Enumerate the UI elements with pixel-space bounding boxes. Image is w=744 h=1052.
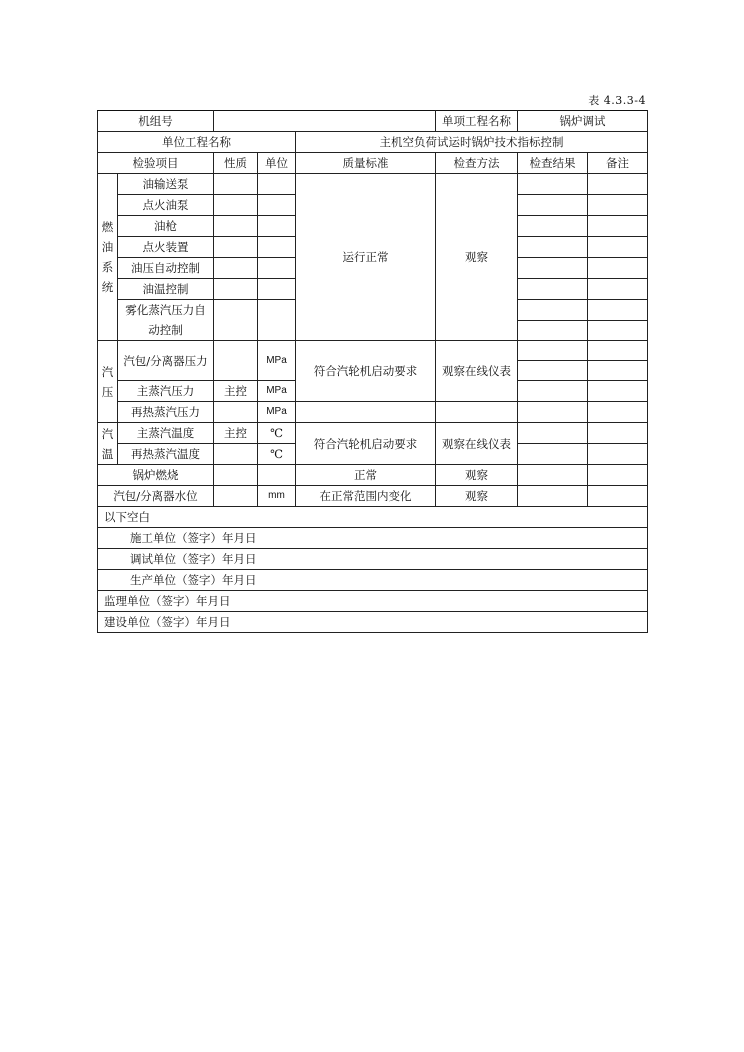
unit-cell[interactable] [258, 216, 296, 237]
unit-no-value[interactable] [214, 111, 436, 132]
fuel-item: 点火油泵 [118, 195, 214, 216]
unit-project-label: 单位工程名称 [98, 132, 296, 153]
fuel-group-label: 燃 油 系 统 [98, 174, 118, 341]
method-cell [436, 402, 518, 423]
boiler-combustion-row [98, 465, 648, 486]
unit-cell: ℃ [258, 423, 296, 444]
remark-cell[interactable] [588, 300, 648, 321]
remark-cell[interactable] [588, 381, 648, 402]
signature-row-production [98, 570, 648, 591]
unit-cell: ℃ [258, 444, 296, 465]
remark-cell[interactable] [588, 195, 648, 216]
header-row-unit [98, 111, 648, 132]
nature-cell[interactable] [214, 465, 258, 486]
result-cell[interactable] [518, 320, 588, 341]
nature-cell [214, 341, 258, 381]
nature-cell: 主控 [214, 381, 258, 402]
signature-row-commissioning [98, 549, 648, 570]
signature-supervision[interactable]: 监理单位（签字）年月日 [98, 591, 648, 612]
column-header-row [98, 153, 648, 174]
fuel-item: 油温控制 [118, 279, 214, 300]
remark-cell[interactable] [588, 174, 648, 195]
result-cell[interactable] [518, 486, 588, 507]
fuel-row-1 [98, 174, 648, 195]
result-cell[interactable] [518, 341, 588, 361]
result-cell[interactable] [518, 402, 588, 423]
unit-cell[interactable] [258, 237, 296, 258]
remark-cell[interactable] [588, 258, 648, 279]
nature-cell[interactable] [214, 216, 258, 237]
remark-cell[interactable] [588, 402, 648, 423]
nature-cell [214, 444, 258, 465]
unit-cell[interactable] [258, 300, 296, 341]
result-cell[interactable] [518, 237, 588, 258]
result-cell[interactable] [518, 465, 588, 486]
fuel-item: 油枪 [118, 216, 214, 237]
fuel-item: 雾化蒸汽压力自动控制 [118, 300, 214, 341]
boiler-combustion-standard: 正常 [296, 465, 436, 486]
fuel-item: 油压自动控制 [118, 258, 214, 279]
signature-construction[interactable]: 施工单位（签字）年月日 [98, 528, 648, 549]
pressure-item: 再热蒸汽压力 [118, 402, 214, 423]
fuel-method: 观察 [436, 174, 518, 341]
signature-owner[interactable]: 建设单位（签字）年月日 [98, 612, 648, 633]
result-cell[interactable] [518, 444, 588, 465]
blank-note-row [98, 507, 648, 528]
unit-cell[interactable] [258, 174, 296, 195]
unit-cell: MPa [258, 381, 296, 402]
temperature-row-1 [98, 423, 648, 444]
col-unit: 单位 [258, 153, 296, 174]
unit-cell: MPa [258, 402, 296, 423]
standard-cell [296, 402, 436, 423]
nature-cell[interactable] [214, 258, 258, 279]
blank-note: 以下空白 [98, 507, 648, 528]
unit-cell[interactable] [258, 258, 296, 279]
remark-cell[interactable] [588, 341, 648, 361]
temperature-method: 观察在线仪表 [436, 423, 518, 465]
nature-cell[interactable] [214, 174, 258, 195]
result-cell[interactable] [518, 195, 588, 216]
unit-cell: mm [258, 486, 296, 507]
pressure-row-1 [98, 341, 648, 361]
col-standard: 质量标准 [296, 153, 436, 174]
remark-cell[interactable] [588, 237, 648, 258]
result-cell[interactable] [518, 279, 588, 300]
water-level-method: 观察 [436, 486, 518, 507]
col-nature: 性质 [214, 153, 258, 174]
unit-no-label: 机组号 [98, 111, 214, 132]
remark-cell[interactable] [588, 465, 648, 486]
remark-cell[interactable] [588, 279, 648, 300]
nature-cell[interactable] [214, 279, 258, 300]
remark-cell[interactable] [588, 423, 648, 444]
col-item: 检验项目 [98, 153, 214, 174]
temperature-item: 主蒸汽温度 [118, 423, 214, 444]
pressure-group-label: 汽 压 [98, 341, 118, 423]
unit-cell[interactable] [258, 279, 296, 300]
col-method: 检查方法 [436, 153, 518, 174]
nature-cell[interactable] [214, 486, 258, 507]
remark-cell[interactable] [588, 216, 648, 237]
pressure-standard: 符合汽轮机启动要求 [296, 341, 436, 402]
pressure-item: 主蒸汽压力 [118, 381, 214, 402]
water-level-standard: 在正常范围内变化 [296, 486, 436, 507]
signature-row-supervision [98, 591, 648, 612]
water-level-row [98, 486, 648, 507]
signature-production[interactable]: 生产单位（签字）年月日 [98, 570, 648, 591]
header-row-project [98, 132, 648, 153]
nature-cell[interactable] [214, 195, 258, 216]
temperature-item: 再热蒸汽温度 [118, 444, 214, 465]
signature-row-construction [98, 528, 648, 549]
pressure-row-3 [98, 402, 648, 423]
boiler-combustion-item: 锅炉燃烧 [98, 465, 214, 486]
result-cell[interactable] [518, 423, 588, 444]
result-cell[interactable] [518, 216, 588, 237]
col-result: 检查结果 [518, 153, 588, 174]
unit-cell[interactable] [258, 195, 296, 216]
result-cell[interactable] [518, 258, 588, 279]
temperature-group-label: 汽 温 [98, 423, 118, 465]
unit-project-value: 主机空负荷试运时锅炉技术指标控制 [296, 132, 648, 153]
table-number: 表 4.3.3-4 [588, 94, 646, 107]
inspection-form-table [97, 110, 648, 633]
signature-commissioning[interactable]: 调试单位（签字）年月日 [98, 549, 648, 570]
boiler-combustion-method: 观察 [436, 465, 518, 486]
remark-cell[interactable] [588, 444, 648, 465]
signature-row-owner [98, 612, 648, 633]
nature-cell[interactable] [214, 300, 258, 341]
water-level-item: 汽包/分离器水位 [98, 486, 214, 507]
result-cell[interactable] [518, 300, 588, 321]
nature-cell: 主控 [214, 423, 258, 444]
temperature-standard: 符合汽轮机启动要求 [296, 423, 436, 465]
result-cell[interactable] [518, 174, 588, 195]
fuel-item: 油输送泵 [118, 174, 214, 195]
result-cell[interactable] [518, 381, 588, 402]
unit-cell[interactable] [258, 465, 296, 486]
nature-cell[interactable] [214, 237, 258, 258]
nature-cell [214, 402, 258, 423]
col-remark: 备注 [588, 153, 648, 174]
remark-cell[interactable] [588, 361, 648, 381]
pressure-method: 观察在线仪表 [436, 341, 518, 402]
unit-cell: MPa [258, 341, 296, 381]
remark-cell[interactable] [588, 486, 648, 507]
remark-cell[interactable] [588, 320, 648, 341]
fuel-item: 点火装置 [118, 237, 214, 258]
result-cell[interactable] [518, 361, 588, 381]
single-project-value: 锅炉调试 [518, 111, 648, 132]
single-project-label: 单项工程名称 [436, 111, 518, 132]
pressure-item: 汽包/分离器压力 [118, 341, 214, 381]
fuel-standard: 运行正常 [296, 174, 436, 341]
